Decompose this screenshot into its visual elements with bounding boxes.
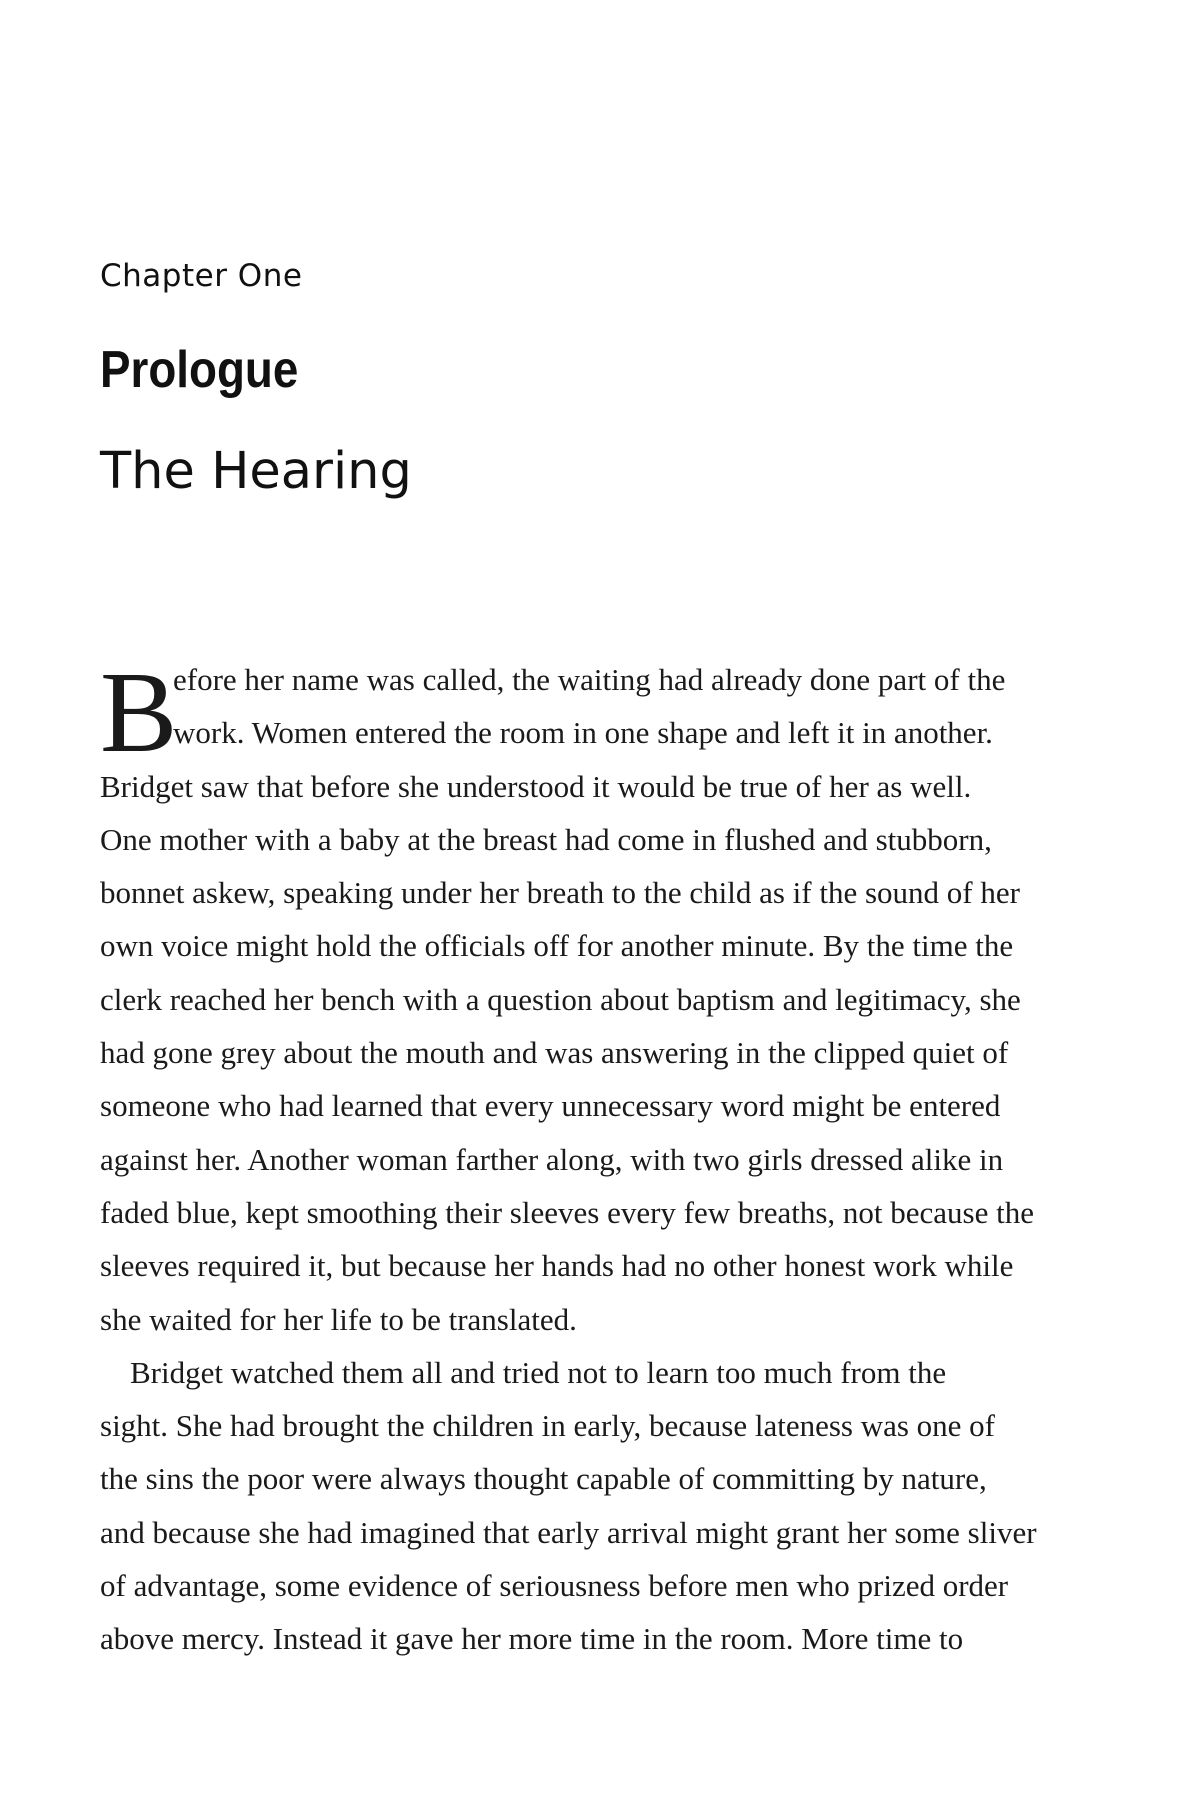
text-line: the sins the poor were always thought capable of committing by nature, bbox=[100, 1461, 987, 1497]
paragraph-1-opening bbox=[100, 653, 1020, 760]
text-line: own voice might hold the officials off for another minute. By the time the bbox=[100, 928, 1014, 964]
text-line: against her. Another woman farther along, with two girls dressed alike in bbox=[100, 1141, 1004, 1177]
drop-cap: B bbox=[100, 649, 178, 777]
text-line: sight. She had brought the children in early, because lateness was one of bbox=[100, 1408, 996, 1444]
text-line: One mother with a baby at the breast had come in flushed and stubborn, bbox=[100, 821, 992, 857]
text-line: she waited for her life to be translated. bbox=[100, 1301, 577, 1337]
text-line: sleeves required it, but because her hands had no other honest work while bbox=[100, 1248, 1014, 1284]
chapter-subtitle: The Hearing bbox=[100, 442, 412, 501]
text-line: had gone grey about the mouth and was answering in the clipped quiet of bbox=[100, 1035, 1009, 1071]
paragraph-2 bbox=[100, 1346, 1037, 1666]
text-line: someone who had learned that every unnecessary word might be entered bbox=[100, 1088, 1001, 1124]
paragraph-1 bbox=[100, 760, 1034, 1346]
text-line: efore her name was called, the waiting had already done part of the bbox=[173, 662, 1006, 697]
text-line: of advantage, some evidence of seriousness before men who prized order bbox=[100, 1568, 1009, 1604]
chapter-title: Prologue bbox=[100, 341, 299, 399]
text-line: work. Women entered the room in one shape and left it in another. bbox=[173, 715, 993, 751]
body-text bbox=[100, 649, 1037, 1666]
text-line: faded blue, kept smoothing their sleeves every few breaths, not because the bbox=[100, 1194, 1034, 1230]
text-line: clerk reached her bench with a question about baptism and legitimacy, she bbox=[100, 981, 1021, 1017]
text-line: Bridget watched them all and tried not to learn too much from the bbox=[130, 1354, 947, 1390]
text-line: bonnet askew, speaking under her breath to the child as if the sound of her bbox=[100, 875, 1020, 911]
text-line: Bridget saw that before she understood it would be true of her as well. bbox=[100, 768, 972, 804]
text-line: above mercy. Instead it gave her more time in the room. More time to bbox=[100, 1621, 964, 1657]
text-line: and because she had imagined that early arrival might grant her some sliver bbox=[100, 1514, 1037, 1550]
chapter-number: Chapter One bbox=[100, 258, 303, 294]
